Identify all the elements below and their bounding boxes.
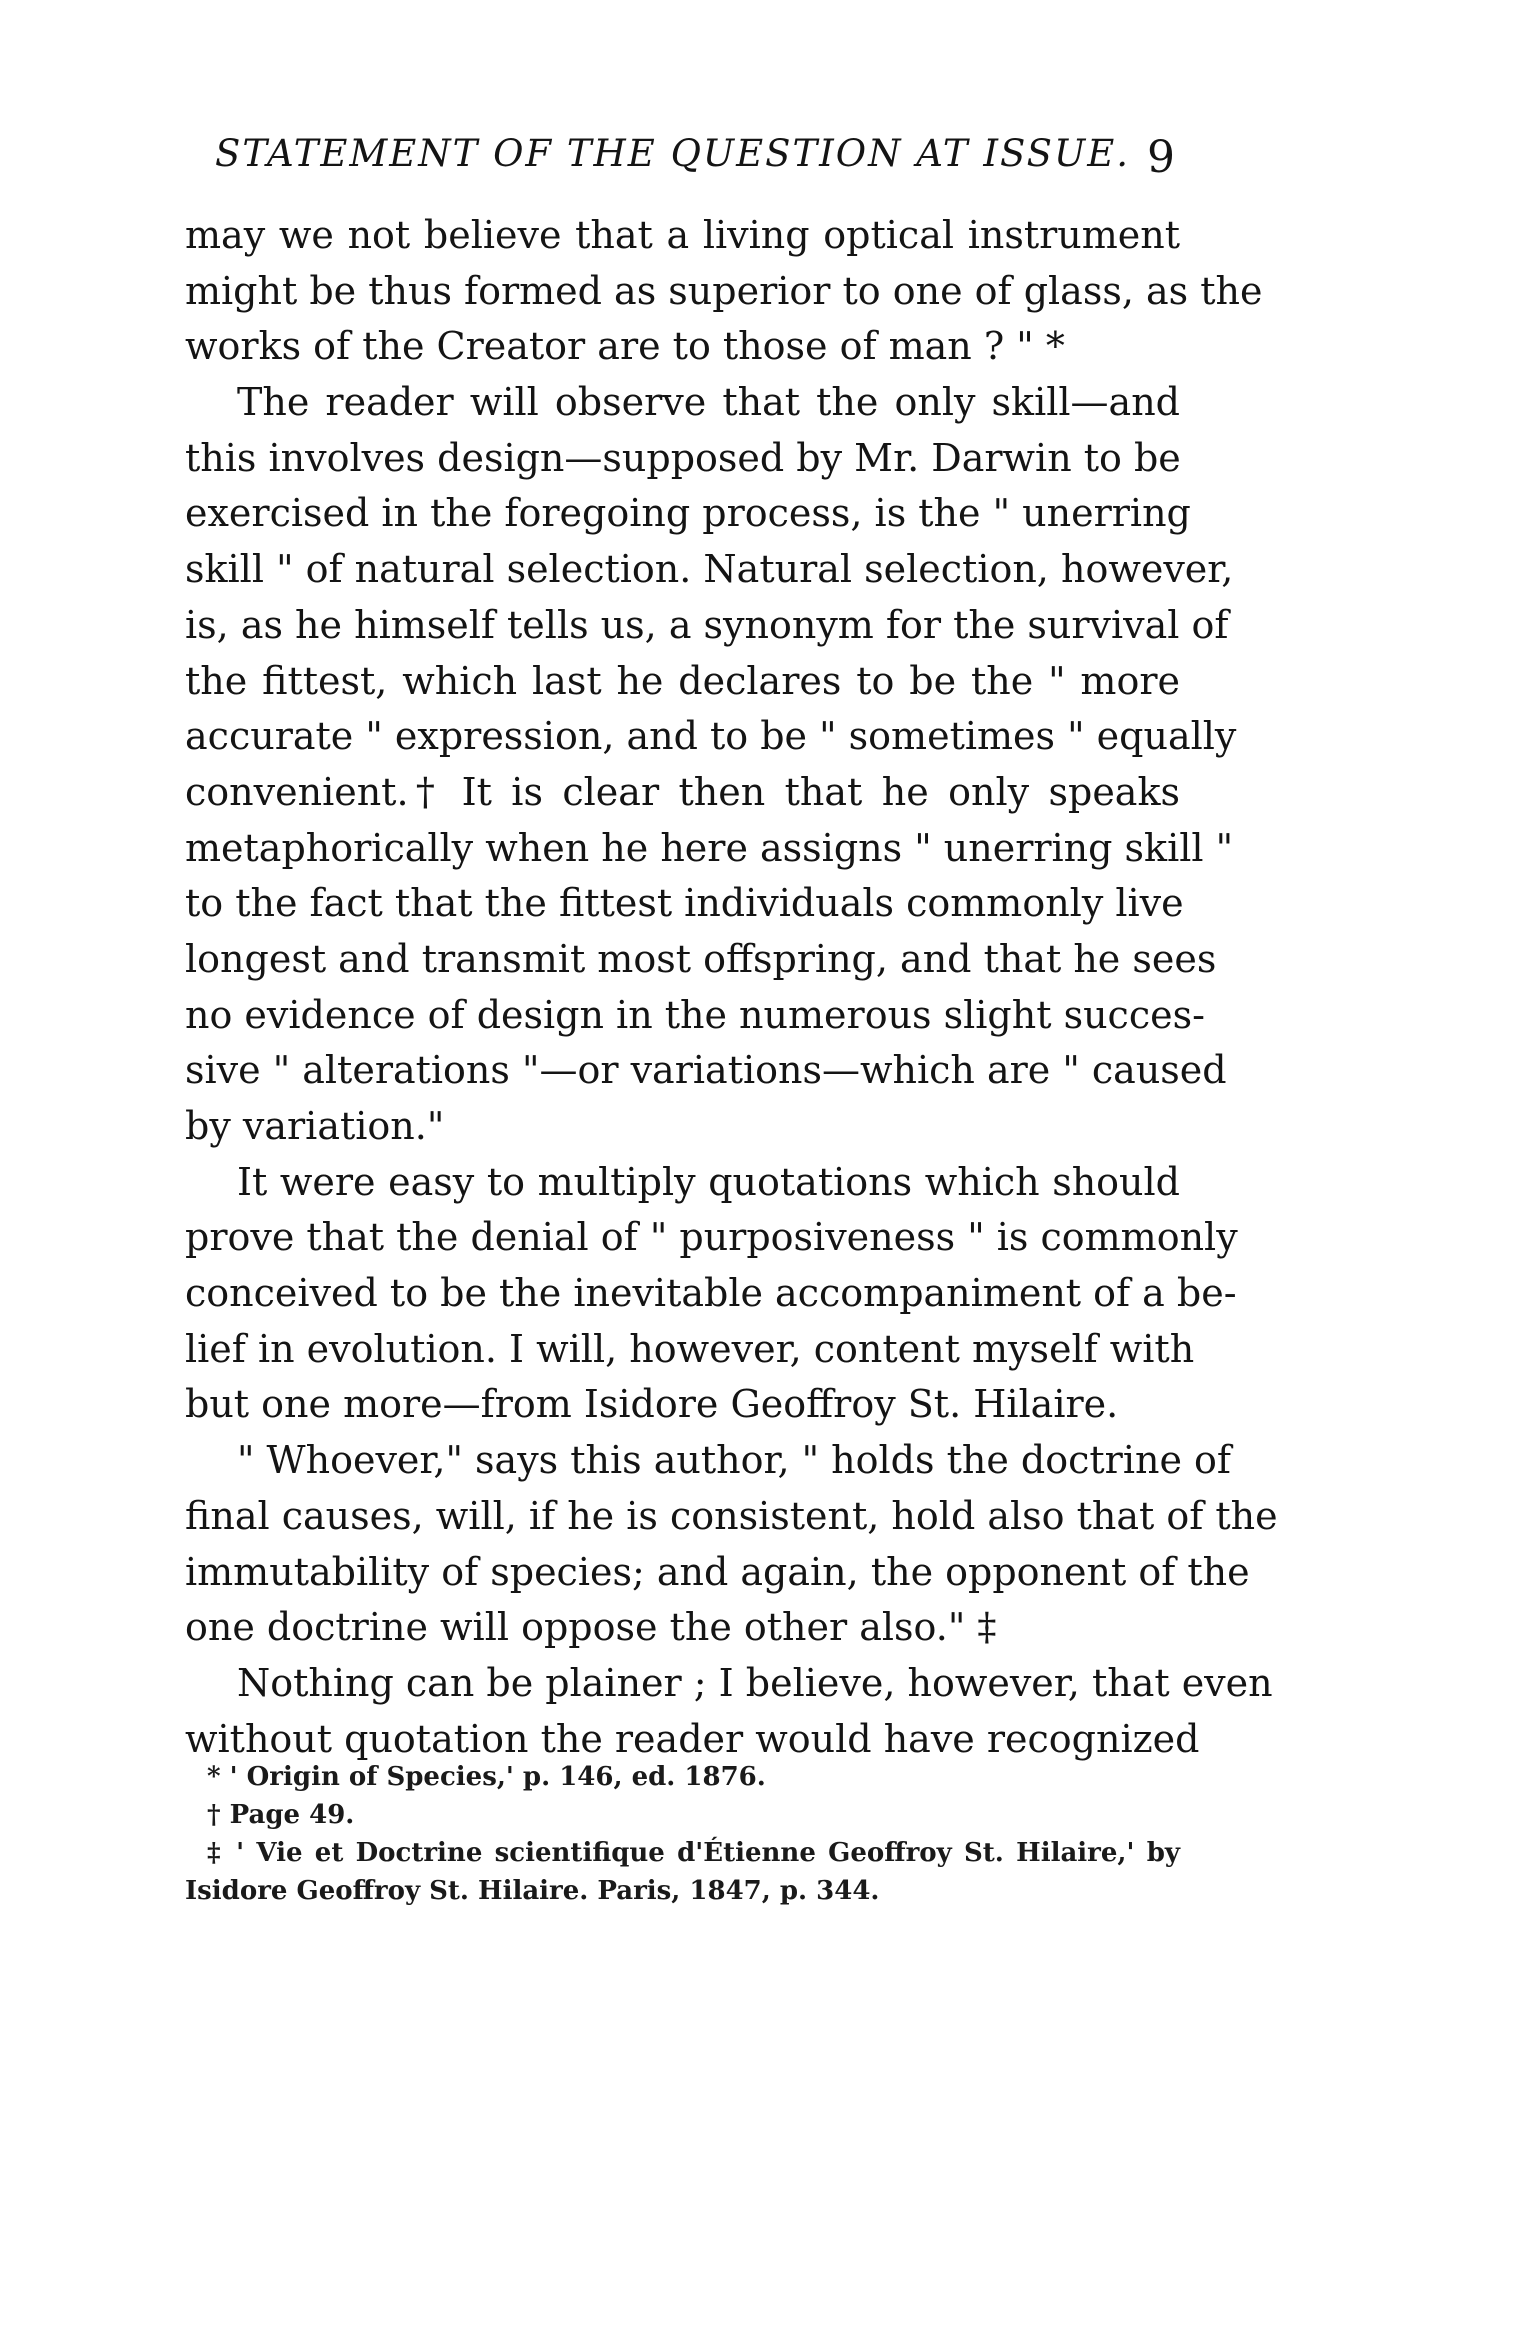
running-head: STATEMENT OF THE QUESTION AT ISSUE. xyxy=(215,132,1130,175)
text-line: " Whoever," says this author, " holds the doctrine of xyxy=(237,1438,1231,1483)
body-text xyxy=(185,208,1278,1767)
text-line: final causes, will, if he is consistent, hold also that of the xyxy=(185,1493,1278,1538)
text-line: Nothing can be plainer ; I believe, however, that even xyxy=(237,1660,1273,1705)
text-line: conceived to be the inevitable accompaniment of a be- xyxy=(185,1271,1237,1316)
page-number: 9 xyxy=(1147,132,1177,183)
footnote-line: Isidore Geoffroy St. Hilaire. Paris, 1847, p. 344. xyxy=(185,1876,880,1906)
text-line: works of the Creator are to those of man ? " * xyxy=(185,324,1065,369)
footnote-line: * ' Origin of Species,' p. 146, ed. 1876. xyxy=(207,1762,766,1792)
footnote-line: † Page 49. xyxy=(207,1800,355,1830)
text-line: prove that the denial of " purposiveness " is commonly xyxy=(185,1215,1238,1260)
text-line: lief in evolution. I will, however, content myself with xyxy=(185,1326,1195,1371)
text-line: It were easy to multiply quotations which should xyxy=(237,1159,1180,1204)
text-line: sive " alterations "—or variations—which are " caused xyxy=(185,1048,1227,1093)
text-line: this involves design—supposed by Mr. Darwin to be xyxy=(185,435,1181,480)
text-line: is, as he himself tells us, a synonym for the survival of xyxy=(185,602,1229,647)
text-line: skill " of natural selection. Natural selection, however, xyxy=(185,547,1234,592)
text-line: metaphorically when he here assigns " unerring skill " xyxy=(185,825,1234,870)
text-line: without quotation the reader would have recognized xyxy=(185,1716,1200,1761)
page-header xyxy=(215,132,1177,192)
text-line: longest and transmit most offspring, and that he sees xyxy=(185,936,1217,981)
footnotes xyxy=(185,1758,1180,1910)
text-line: exercised in the foregoing process, is the " unerring xyxy=(185,491,1191,536)
text-line: by variation." xyxy=(185,1104,445,1148)
text-line: one doctrine will oppose the other also." ‡ xyxy=(185,1605,997,1650)
text-line: but one more—from Isidore Geoffroy St. Hilaire. xyxy=(185,1382,1119,1427)
text-line: accurate " expression, and to be " sometimes " equally xyxy=(185,714,1237,759)
text-line: the fittest, which last he declares to be the " more xyxy=(185,658,1180,703)
text-line: might be thus formed as superior to one of glass, as the xyxy=(185,268,1263,313)
text-line: may we not believe that a living optical instrument xyxy=(185,213,1180,257)
text-line: to the fact that the fittest individuals commonly live xyxy=(185,881,1184,926)
footnote-line: ‡ ' Vie et Doctrine scientifique d'Étienne Geoffroy St. Hilaire,' by xyxy=(207,1838,1180,1868)
text-line: convenient.† It is clear then that he only speaks xyxy=(185,769,1180,814)
text-line: immutability of species; and again, the opponent of the xyxy=(185,1549,1250,1594)
text-line: no evidence of design in the numerous slight succes- xyxy=(185,992,1205,1037)
text-line: The reader will observe that the only skill—and xyxy=(237,380,1180,425)
